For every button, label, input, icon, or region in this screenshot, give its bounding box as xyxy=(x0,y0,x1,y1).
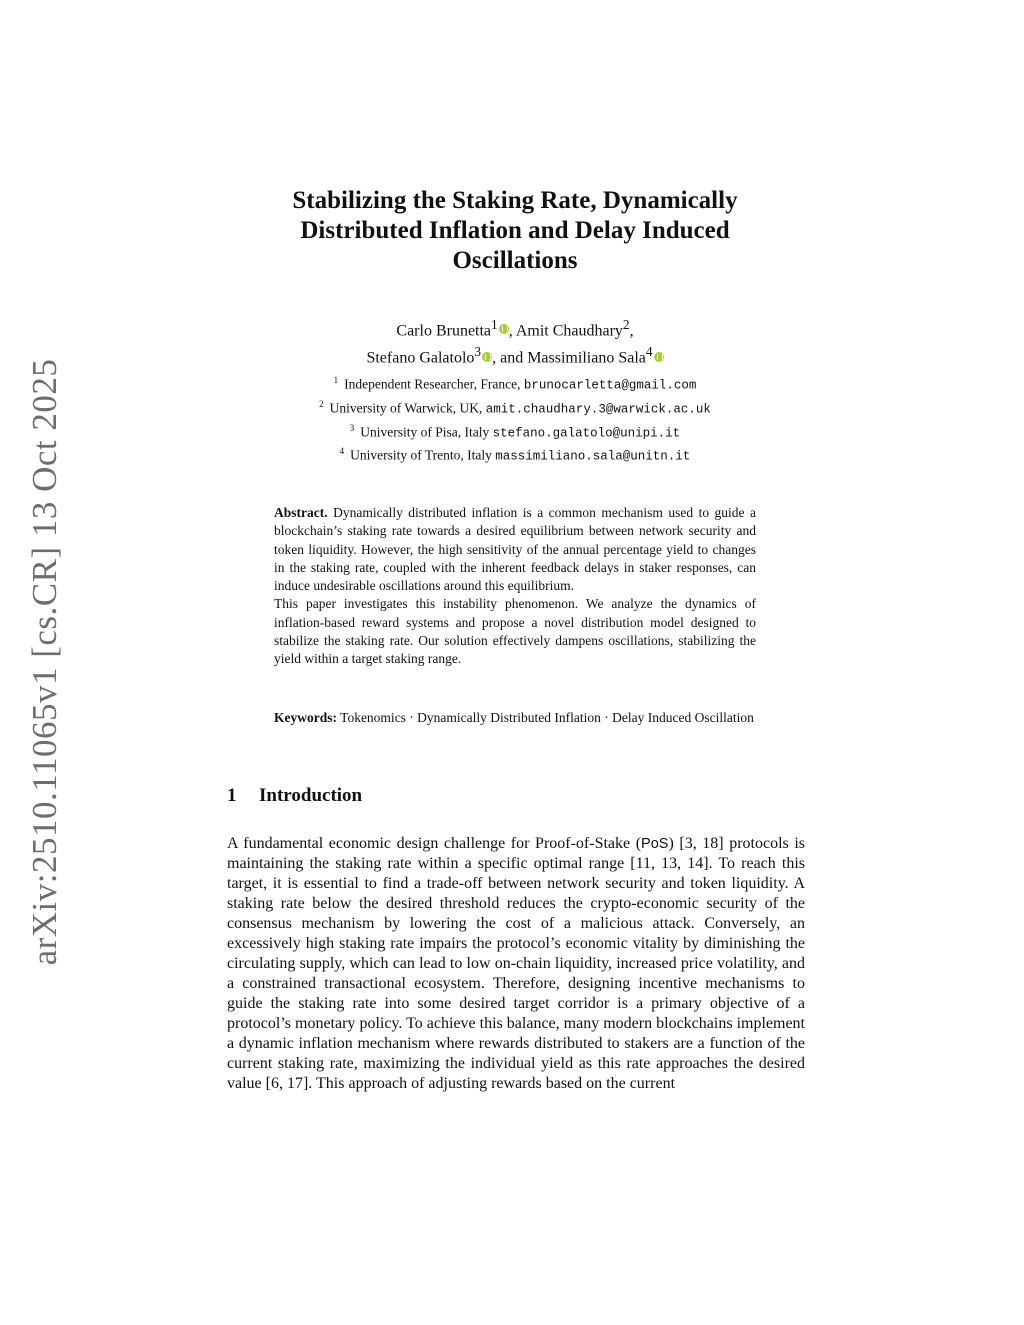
arxiv-identifier: arXiv:2510.11065v1 [cs.CR] 13 Oct 2025 xyxy=(25,358,64,966)
intro-paragraph xyxy=(227,834,805,1094)
affiliation-mark: 4 xyxy=(339,446,345,457)
abstract-label: Abstract. xyxy=(274,505,328,520)
affiliation-mark: 3 xyxy=(474,344,482,360)
affiliation-mark: 4 xyxy=(645,344,653,360)
abstract-paragraph: This paper investigates this instability phenomenon. We analyze the dynamics of inflation-based reward systems and propose a novel distribution model designed to stabilize the staking rate. Our solution effectively dampens oscillations, stabilizing the yield within a target staking range. xyxy=(274,596,756,667)
separator: , xyxy=(629,322,634,340)
email-link[interactable]: brunocarletta@gmail.com xyxy=(523,378,697,393)
affiliation-mark: 1 xyxy=(491,317,498,332)
orcid-icon[interactable] xyxy=(482,352,492,362)
section-heading xyxy=(227,785,362,807)
author-name: Stefano Galatolo xyxy=(366,349,475,367)
keywords-label: Keywords: xyxy=(274,710,337,725)
affiliation-text: Independent Researcher, France, xyxy=(344,376,521,392)
affiliation-mark: 2 xyxy=(319,398,324,409)
orcid-icon[interactable] xyxy=(654,352,664,362)
title-line: Stabilizing the Staking Rate, Dynamically xyxy=(292,187,738,214)
keywords xyxy=(274,709,756,727)
affiliation-mark: 3 xyxy=(349,422,355,433)
section-number: 1 xyxy=(227,785,237,806)
abstract-paragraph xyxy=(274,504,756,595)
intro-text: ) [3, 18] protocols is maintaining the staking rate within a specific optimal range [11, 13, 14]. To reach this target, it is essential to find a trade-off between network security and token liquidity. A staking rate below the desired threshold reduces the crypto-economic security of the consensus mechanism by lowering the cost of a malicious attack. Conversely, an excessively high staking rate impairs the protocol’s economic vitality by diminishing the circulating supply, which can lead to low on-chain liquidity, increased price volatility, and a constrained transactional ecosystem. Therefore, designing incentive mechanisms to guide the staking rate into some desired target corridor is a primary objective of a protocol’s monetary policy. To achieve this balance, many modern blockchains implement a dynamic inflation mechanism where rewards distributed to stakers are a function of the current staking rate, maximizing the individual yield as this rate approaches the desired value [6, 17]. This approach of adjusting rewards based on the current xyxy=(227,835,805,1092)
author-name: Amit Chaudhary xyxy=(515,322,623,340)
keywords-text: Tokenomics · Dynamically Distributed Inflation · Delay Induced Oscillation xyxy=(340,710,754,725)
separator: , xyxy=(508,322,516,340)
intro-text: A fundamental economic design challenge for Proof-of-Stake ( xyxy=(227,835,642,852)
author-name: Massimiliano Sala xyxy=(527,349,646,367)
affiliation-item xyxy=(230,442,800,466)
affiliation-mark: 1 xyxy=(333,375,339,385)
email-link[interactable]: massimiliano.sala@unitn.it xyxy=(495,449,691,464)
affiliation-item xyxy=(230,419,800,443)
affiliation-text: University of Pisa, Italy xyxy=(360,424,490,440)
affiliation-item xyxy=(230,371,800,395)
email-link[interactable]: amit.chaudhary.3@warwick.ac.uk xyxy=(485,402,711,417)
author-list xyxy=(230,314,800,369)
orcid-icon[interactable] xyxy=(499,324,509,334)
paper-title xyxy=(230,186,800,276)
author-line xyxy=(230,314,800,341)
section-title: Introduction xyxy=(259,785,363,806)
title-line: Oscillations xyxy=(452,247,578,274)
affiliation-item xyxy=(230,395,800,419)
abstract xyxy=(274,504,756,669)
introduction-body xyxy=(227,834,805,1094)
author-name: Carlo Brunetta xyxy=(396,322,492,340)
author-line xyxy=(230,341,800,368)
affiliation-list xyxy=(230,371,800,466)
separator: , and xyxy=(492,349,528,367)
affiliation-text: University of Warwick, UK, xyxy=(329,400,483,416)
acronym-link[interactable]: PoS xyxy=(641,836,669,852)
affiliation-text: University of Trento, Italy xyxy=(350,447,492,463)
email-link[interactable]: stefano.galatolo@unipi.it xyxy=(492,426,681,441)
affiliation-mark: 2 xyxy=(622,317,630,332)
abstract-text: Dynamically distributed inflation is a common mechanism used to guide a blockchain’s staking rate towards a desired equilibrium between network security and token liquidity. However, the high sensitivity of the annual percentage yield to changes in the staking rate, coupled with the inherent feedback delays in staker responses, can induce undesirable oscillations around this equilibrium. xyxy=(274,505,757,594)
title-line: Distributed Inflation and Delay Induced xyxy=(300,217,730,244)
